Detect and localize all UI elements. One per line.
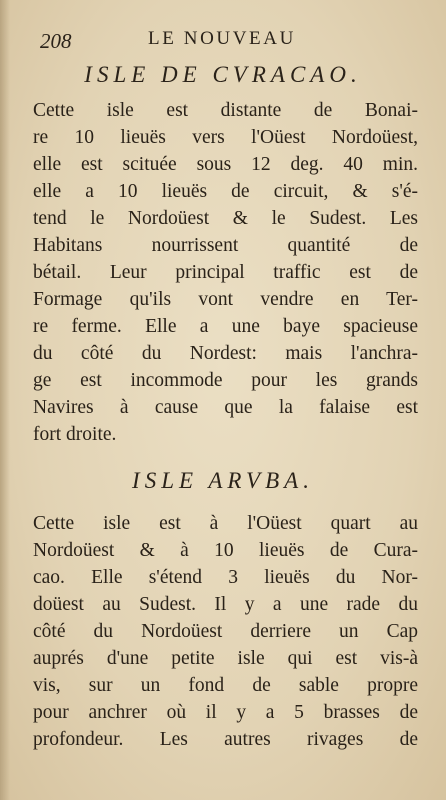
running-head: LE NOUVEAU [148,28,296,49]
text-line: du côté du Nordest: mais l'anchra- [33,343,418,364]
text-line: re 10 lieuës vers l'Oüest Nordoüest, [33,127,418,148]
text-line: elle a 10 lieuës de circuit, & s'é- [33,181,418,202]
page-gutter-shadow [0,0,10,800]
text-line: cao. Elle s'étend 3 lieuës du Nor- [33,567,418,588]
text-line: elle est scituée sous 12 deg. 40 min. [33,154,418,175]
text-line: doüest au Sudest. Il y a une rade du [33,594,418,615]
page-number: 208 [40,29,72,53]
text-line: Habitans nourrissent quantité de [33,235,418,256]
text-line: pour anchrer où il y a 5 brasses de [33,702,418,723]
text-line: fort droite. [33,424,117,445]
text-line: vis, sur un fond de sable propre [33,675,418,696]
text-line: côté du Nordoüest derriere un Cap [33,621,418,642]
text-line: Cette isle est distante de Bonai- [33,100,418,121]
paragraph-curacao [33,97,418,448]
text-line: Navires à cause que la falaise est [33,397,418,418]
section-heading-aruba: ISLE ARVBA. [132,468,314,493]
text-line: tend le Nordoüest & le Sudest. Les [33,208,418,229]
text-line: re ferme. Elle a une baye spacieuse [33,316,418,337]
text-line: Cette isle est à l'Oüest quart au [33,513,418,534]
page-header [0,24,446,54]
text-line: Nordoüest & à 10 lieuës de Cura- [33,540,418,561]
text-line: bétail. Leur principal traffic est de [33,262,418,283]
text-line: Formage qu'ils vont vendre en Ter- [33,289,418,310]
text-line: auprés d'une petite isle qui est vis-à [33,648,418,669]
text-line: ge est incommode pour les grands [33,370,418,391]
section-heading-curacao: ISLE DE CVRACAO. [84,62,362,87]
text-line: profondeur. Les autres rivages de [33,729,418,750]
paragraph-aruba [33,510,418,753]
